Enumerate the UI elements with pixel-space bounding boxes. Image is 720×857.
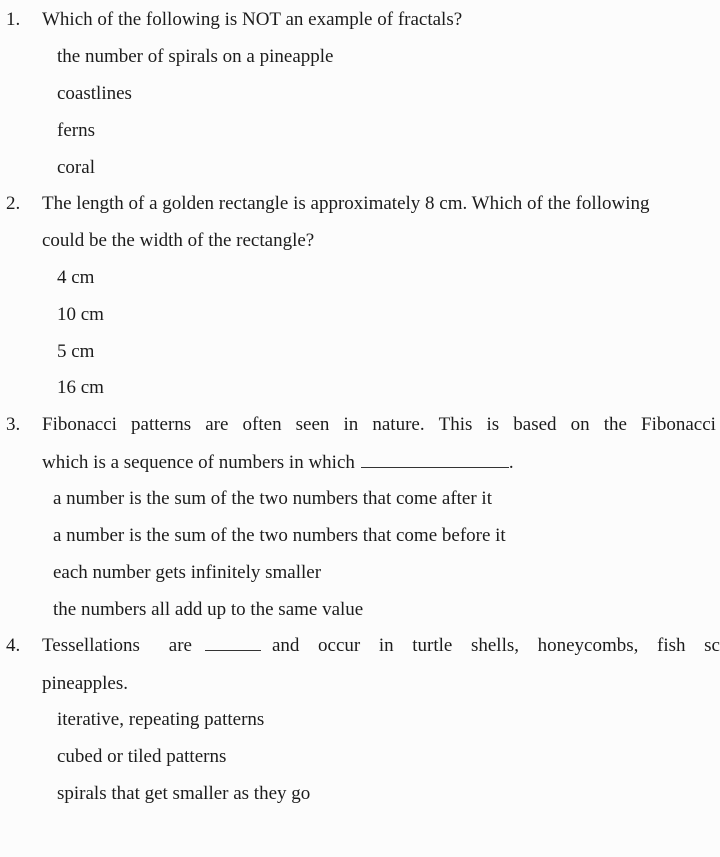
stem-word: nature.: [372, 414, 425, 435]
stem-period: .: [508, 452, 514, 473]
stem-word: in: [343, 414, 359, 435]
stem-word: patterns: [131, 414, 192, 435]
stem-word: turtle: [412, 635, 453, 656]
stem-word: on: [570, 414, 590, 435]
answer-option[interactable]: cubed or tiled patterns: [57, 746, 227, 767]
stem-word: occur: [318, 635, 361, 656]
answer-option[interactable]: spirals that get smaller as they go: [57, 783, 311, 804]
answer-blank[interactable]: [361, 466, 509, 468]
stem-word: is: [486, 414, 500, 435]
answer-option[interactable]: 5 cm: [57, 341, 95, 362]
answer-option[interactable]: a number is the sum of the two numbers that come before it: [53, 525, 506, 546]
stem-word: Fibonacci: [641, 414, 716, 435]
question-stem-continued: could be the width of the rectangle?: [42, 230, 315, 251]
stem-word: are: [205, 414, 229, 435]
stem-word: shells,: [470, 635, 519, 656]
stem-word: This: [438, 414, 473, 435]
question-stem-continued: pineapples.: [42, 673, 129, 694]
answer-option[interactable]: 16 cm: [57, 377, 104, 398]
answer-option[interactable]: coral: [57, 157, 95, 178]
stem-word: are: [168, 635, 192, 656]
stem-word: and: [272, 635, 300, 656]
stem-word: seen: [295, 414, 330, 435]
stem-word: honeycombs,: [537, 635, 639, 656]
stem-word: often: [242, 414, 282, 435]
stem-word: the: [603, 414, 627, 435]
question-stem-rest: [272, 636, 720, 655]
question-number: 3.: [6, 414, 21, 435]
question-number: 1.: [6, 9, 21, 30]
question-stem-continued: [42, 453, 514, 472]
answer-option[interactable]: the numbers all add up to the same value: [53, 599, 364, 620]
question-stem: [42, 636, 192, 655]
stem-word: in: [378, 635, 394, 656]
answer-option[interactable]: ferns: [57, 120, 95, 141]
stem-text: which is a sequence of numbers in which: [42, 452, 355, 473]
answer-option[interactable]: each number gets infinitely smaller: [53, 562, 322, 583]
stem-word: Tessellations: [42, 635, 140, 656]
answer-option[interactable]: 4 cm: [57, 267, 95, 288]
question-stem: Which of the following is NOT an example of fractals?: [42, 9, 463, 30]
answer-option[interactable]: 10 cm: [57, 304, 104, 325]
question-number: 2.: [6, 193, 21, 214]
question-stem: [42, 415, 716, 434]
question-number: 4.: [6, 635, 21, 656]
answer-blank-wrapper: [205, 636, 261, 655]
stem-word: sc: [704, 635, 720, 656]
answer-blank[interactable]: [205, 649, 261, 651]
answer-option[interactable]: the number of spirals on a pineapple: [57, 46, 334, 67]
answer-option[interactable]: iterative, repeating patterns: [57, 709, 265, 730]
stem-word: based: [513, 414, 557, 435]
question-stem: The length of a golden rectangle is approximately 8 cm. Which of the following: [42, 193, 650, 214]
stem-word: Fibonacci: [42, 414, 117, 435]
stem-word: fish: [657, 635, 686, 656]
answer-option[interactable]: a number is the sum of the two numbers that come after it: [53, 488, 492, 509]
answer-option[interactable]: coastlines: [57, 83, 132, 104]
